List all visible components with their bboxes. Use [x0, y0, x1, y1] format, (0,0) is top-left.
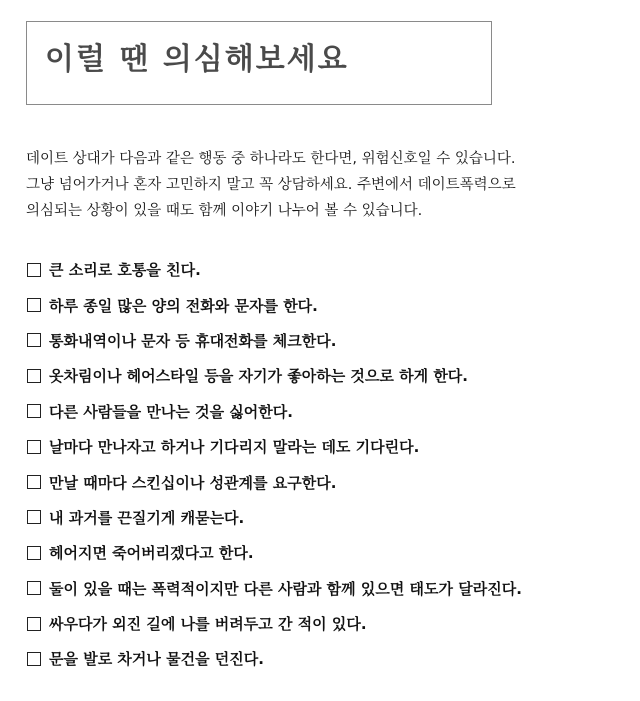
checklist-item-label: 만날 때마다 스킨십이나 성관계를 요구한다. — [49, 473, 337, 492]
checkbox-icon[interactable] — [27, 546, 41, 560]
checkbox-icon[interactable] — [27, 510, 41, 524]
intro-paragraph — [26, 146, 626, 224]
checklist-item-label: 날마다 만나자고 하거나 기다리지 말라는 데도 기다린다. — [49, 438, 420, 457]
warning-checklist — [26, 252, 626, 677]
checkbox-icon[interactable] — [27, 404, 41, 418]
checklist-item-label: 싸우다가 외진 길에 나를 버려두고 간 적이 있다. — [49, 615, 367, 634]
intro-line: 데이트 상대가 다음과 같은 행동 중 하나라도 한다면, 위험신호일 수 있습니다. — [26, 151, 516, 167]
intro-line: 그냥 넘어가거나 혼자 고민하지 말고 꼭 상담하세요. 주변에서 데이트폭력으로 — [26, 177, 516, 193]
checklist-item-label: 둘이 있을 때는 폭력적이지만 다른 사람과 함께 있으면 태도가 달라진다. — [49, 579, 522, 598]
checkbox-icon[interactable] — [27, 652, 41, 666]
checklist-item[interactable] — [26, 500, 626, 535]
checklist-item-label: 통화내역이나 문자 등 휴대전화를 체크한다. — [49, 331, 337, 350]
intro-line: 의심되는 상황이 있을 때도 함께 이야기 나누어 볼 수 있습니다. — [26, 203, 423, 219]
checklist-item[interactable] — [26, 323, 626, 358]
checklist-item-label: 옷차림이나 헤어스타일 등을 자기가 좋아하는 것으로 하게 한다. — [49, 367, 468, 386]
checkbox-icon[interactable] — [27, 263, 41, 277]
checkbox-icon[interactable] — [27, 617, 41, 631]
checklist-item[interactable] — [26, 429, 626, 464]
checkbox-icon[interactable] — [27, 475, 41, 489]
page-title: 이럴 땐 의심해보세요 — [45, 42, 349, 77]
checklist-item[interactable] — [26, 394, 626, 429]
checkbox-icon[interactable] — [27, 333, 41, 347]
checklist-item[interactable] — [26, 606, 626, 641]
checklist-item-label: 내 과거를 끈질기게 캐묻는다. — [49, 508, 245, 527]
checklist-item[interactable] — [26, 641, 626, 676]
checklist-item[interactable] — [26, 358, 626, 393]
checklist-item-label: 문을 발로 차거나 물건을 던진다. — [49, 650, 264, 669]
title-box — [26, 21, 492, 105]
checklist-item[interactable] — [26, 464, 626, 499]
checkbox-icon[interactable] — [27, 440, 41, 454]
checklist-item[interactable] — [26, 287, 626, 322]
checklist-item[interactable] — [26, 252, 626, 287]
checkbox-icon[interactable] — [27, 298, 41, 312]
checklist-item-label: 헤어지면 죽어버리겠다고 한다. — [49, 544, 254, 563]
checklist-item[interactable] — [26, 571, 626, 606]
checklist-item-label: 하루 종일 많은 양의 전화와 문자를 한다. — [49, 296, 318, 315]
checklist-item[interactable] — [26, 535, 626, 570]
checkbox-icon[interactable] — [27, 369, 41, 383]
checklist-item-label: 큰 소리로 호통을 친다. — [49, 261, 201, 280]
checkbox-icon[interactable] — [27, 581, 41, 595]
checklist-item-label: 다른 사람들을 만나는 것을 싫어한다. — [49, 402, 293, 421]
